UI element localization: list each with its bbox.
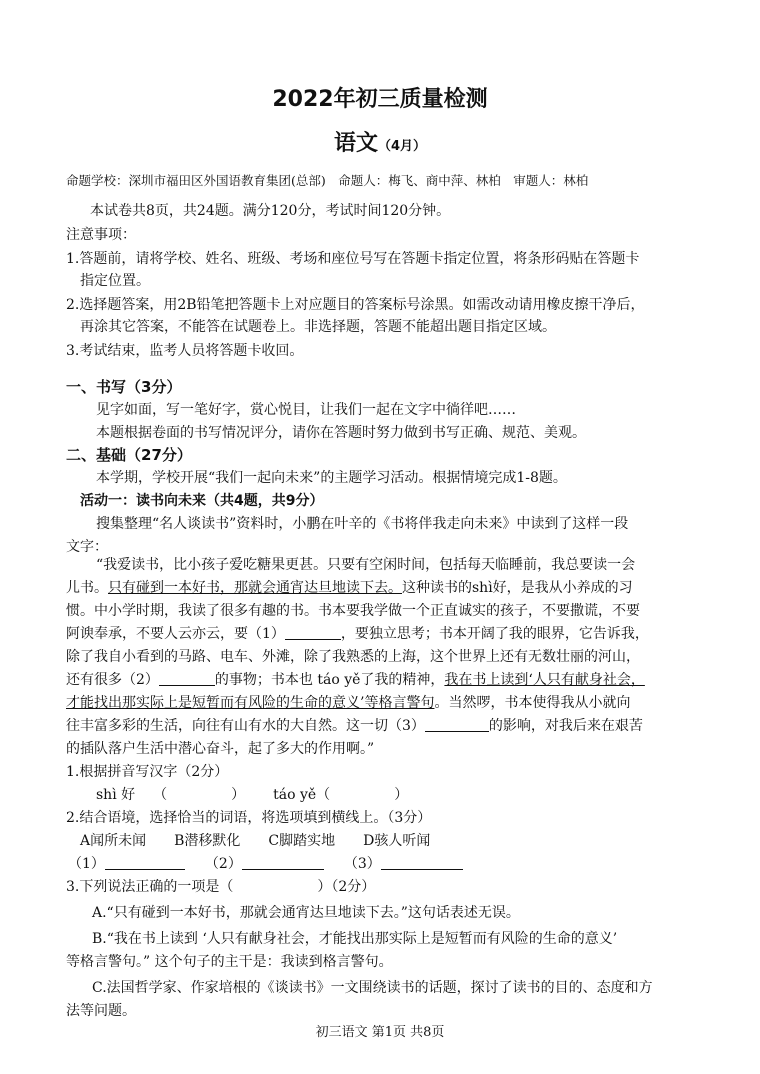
quote-line-4-text-a: 阿谀奉承，不要人云亦云，要（1） bbox=[66, 626, 285, 642]
answer-blank-1[interactable] bbox=[285, 625, 341, 640]
notice-heading: 注意事项： bbox=[66, 227, 136, 243]
quote-underlined-sentence-2a: 我在书上读到‘人只有献身社会， bbox=[444, 672, 645, 688]
quote-line-2-text-b: 这种读书的shì好，是我从小养成的习 bbox=[402, 580, 633, 596]
question-2: 2.结合语境，选择恰当的词语，将选项填到横线上。（3分） bbox=[66, 810, 432, 826]
q2-blank-1[interactable] bbox=[105, 855, 185, 870]
q2-label-1: （1） bbox=[68, 856, 105, 872]
section2-heading: 二、基础（27分） bbox=[66, 446, 192, 464]
quote-underlined-sentence-1: 只有碰到一本好书，那就会通宵达旦地读下去。 bbox=[108, 580, 402, 596]
section1-p2: 本题根据卷面的书写情况评分，请你在答题时努力做到书写正确、规范、美观。 bbox=[96, 425, 586, 441]
quote-underlined-sentence-2b: 才能找出那实际上是短暂而有风险的生命的意义’等格言警句 bbox=[66, 695, 435, 711]
quote-line-7 bbox=[66, 694, 630, 712]
section1-heading: 一、书写（3分） bbox=[66, 378, 182, 396]
question-3-option-c1: C.法国哲学家、作家培根的《谈读书》一文围绕读书的话题，探讨了读书的目的、态度和方 bbox=[92, 980, 653, 996]
q2-label-3: （3） bbox=[343, 856, 381, 872]
exam-summary: 本试卷共8页，共24题。满分120分，考试时间120分钟。 bbox=[90, 203, 451, 219]
activity1-heading: 活动一：读书向未来（共4题，共9分） bbox=[80, 493, 324, 509]
paren-open: （ bbox=[153, 787, 168, 803]
subject-name: 语文 bbox=[333, 131, 378, 156]
question-1: 1.根据拼音写汉字（2分） bbox=[66, 764, 229, 780]
question-3: 3.下列说法正确的一项是（ ）（2分） bbox=[66, 879, 376, 895]
question-3-option-b1: B.“我在书上读到 ‘人只有献身社会，才能找出那实际上是短暂而有风险的生命的意义’ bbox=[92, 931, 618, 947]
exam-month: （4月） bbox=[377, 139, 427, 154]
quote-line-8-text-b: 的影响，对我后来在艰苦 bbox=[488, 718, 643, 734]
notice-item-2a: 2.选择题答案，用2B铅笔把答题卡上对应题目的答案标号涂黑。如需改动请用橡皮擦干净后， bbox=[66, 297, 645, 313]
paren-close: ） bbox=[231, 787, 246, 803]
quote-line-7-text-b: 。当然啰，书本使得我从小就向 bbox=[434, 695, 631, 711]
exam-meta-line: 命题学校：深圳市福田区外国语教育集团(总部) 命题人：梅飞、商中萍、林柏 审题人：林柏 bbox=[66, 173, 589, 188]
page-footer: 初三语文 第1页 共8页 bbox=[315, 1025, 445, 1040]
question-2-blanks bbox=[68, 855, 463, 873]
notice-item-1b: 指定位置。 bbox=[80, 273, 150, 289]
question-3-option-b2: 等格言警句。” 这个句子的主干是：我读到格言警句。 bbox=[66, 954, 393, 970]
answer-blank-3[interactable] bbox=[425, 717, 489, 732]
answer-blank-2[interactable] bbox=[159, 671, 215, 686]
quote-line-6-text-b: 的事物；书本也 táo yě了我的精神， bbox=[214, 672, 445, 688]
quote-line-8-text-a: 往丰富多彩的生活，向往有山有水的大自然。这一切（3） bbox=[66, 718, 425, 734]
quote-line-8 bbox=[66, 717, 643, 735]
quote-line-4-text-b: ，要独立思考；书本开阔了我的眼界，它告诉我， bbox=[340, 626, 649, 642]
question-2-options: A闻所未闻 B潜移默化 C脚踏实地 D骇人听闻 bbox=[80, 833, 431, 849]
notice-item-3: 3.考试结束，监考人员将答题卡收回。 bbox=[66, 343, 304, 359]
lead-line-a: 搜集整理“名人谈读书”资料时，小鹏在叶辛的《书将伴我走向未来》中读到了这样一段 bbox=[96, 516, 629, 532]
section1-p1: 见字如面，写一笔好字，赏心悦目，让我们一起在文字中徜徉吧…… bbox=[96, 402, 516, 418]
exam-title: 2022年初三质量检测 bbox=[272, 87, 488, 112]
exam-subject bbox=[0, 130, 760, 161]
question-1-fill bbox=[96, 786, 408, 804]
question-3-option-a: A.“只有碰到一本好书，那就会通宵达旦地读下去。”这句话表述无误。 bbox=[92, 905, 520, 921]
q2-label-2: （2） bbox=[204, 856, 242, 872]
quote-line-9: 的插队落户生活中潜心奋斗，起了多大的作用啊。” bbox=[66, 741, 375, 757]
quote-line-5: 除了我自小看到的马路、电车、外滩，除了我熟悉的上海，这个世界上还有无数壮丽的河山， bbox=[66, 649, 640, 665]
quote-line-3: 惯。中小学时期，我读了很多有趣的书。书本要我学做一个正直诚实的孩子，不要撒谎，不要 bbox=[66, 603, 640, 619]
pinyin-shi-hao: shì 好 bbox=[96, 787, 136, 803]
q2-blank-2[interactable] bbox=[242, 855, 324, 870]
paren-close-2: ） bbox=[394, 787, 409, 803]
quote-line-6-text-a: 还有很多（2） bbox=[66, 672, 159, 688]
lead-line-b: 文字： bbox=[66, 539, 108, 555]
quote-line-6 bbox=[66, 671, 645, 689]
pinyin-tao-ye: táo yě（ bbox=[273, 787, 331, 803]
quote-line-4 bbox=[66, 625, 649, 643]
notice-item-1a: 1.答题前，请将学校、姓名、班级、考场和座位号写在答题卡指定位置，将条形码贴在答题卡 bbox=[66, 251, 640, 267]
section2-intro: 本学期，学校开展“我们一起向未来”的主题学习活动。根据情境完成1-8题。 bbox=[96, 470, 567, 486]
question-3-option-c2: 法等问题。 bbox=[66, 1003, 136, 1019]
notice-item-2b: 再涂其它答案，不能答在试题卷上。非选择题，答题不能超出题目指定区域。 bbox=[80, 319, 556, 335]
quote-line-2-text-a: 儿书。 bbox=[66, 580, 108, 596]
quote-line-2 bbox=[66, 579, 633, 597]
quote-line-1: “我爱读书，比小孩子爱吃糖果更甚。只要有空闲时间，包括每天临睡前，我总要读一会 bbox=[96, 557, 636, 573]
q2-blank-3[interactable] bbox=[381, 855, 463, 870]
